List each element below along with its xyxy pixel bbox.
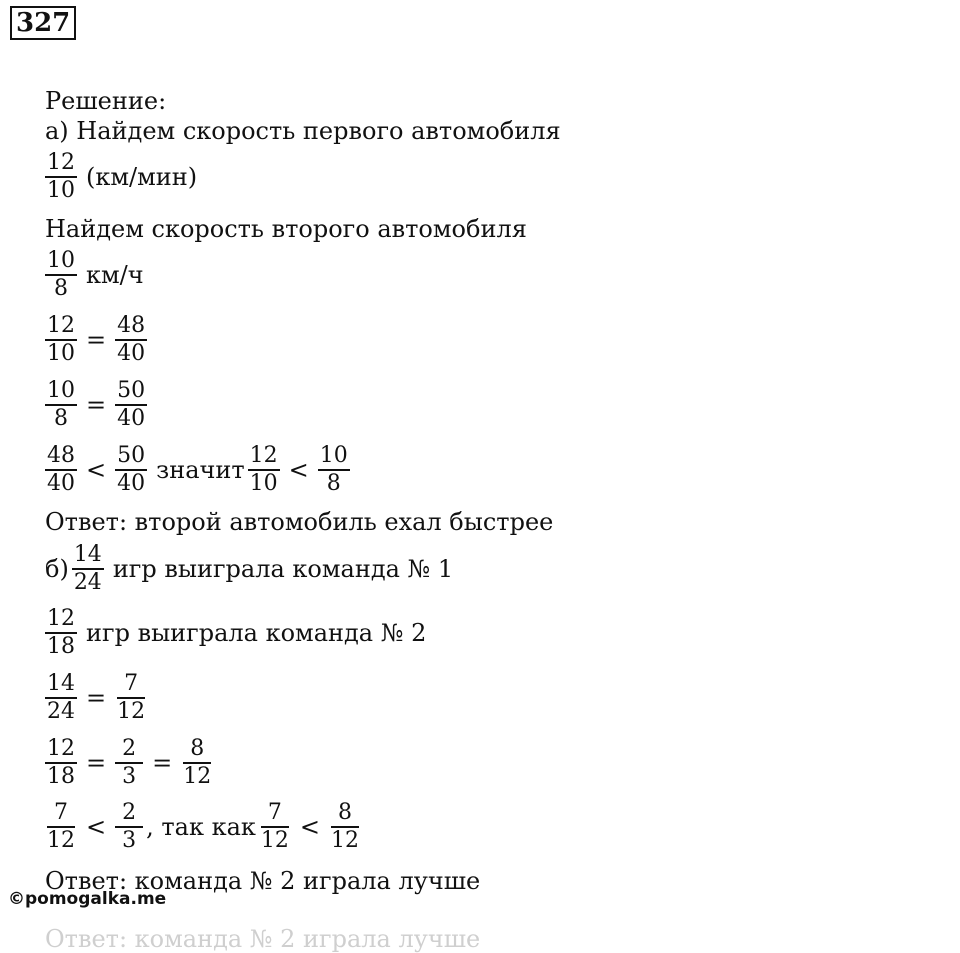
fraction-numerator: 10 xyxy=(45,378,77,406)
fraction-numerator: 2 xyxy=(115,800,143,828)
watermark: ©pomogalka.me xyxy=(8,889,167,909)
fraction-numerator: 12 xyxy=(45,313,77,341)
therefore-word: значит xyxy=(156,456,245,484)
fraction-denominator: 12 xyxy=(117,699,146,724)
fraction-denominator: 18 xyxy=(47,634,75,659)
fraction xyxy=(45,378,77,432)
part-b-prefix: б) xyxy=(45,555,69,583)
fraction xyxy=(248,443,280,497)
fraction-numerator: 12 xyxy=(45,606,77,634)
fraction xyxy=(115,378,147,432)
fraction-denominator: 3 xyxy=(122,828,137,853)
fraction-numerator: 14 xyxy=(72,542,104,570)
speed2-fraction xyxy=(45,248,77,302)
speed1-unit: (км/мин) xyxy=(86,163,198,191)
part-a-answer: Ответ: второй автомобиль ехал быстрее xyxy=(45,508,554,536)
fraction xyxy=(115,671,147,725)
fraction-numerator: 12 xyxy=(248,443,280,471)
fraction-numerator: 10 xyxy=(318,443,350,471)
fraction-numerator: 12 xyxy=(45,150,77,178)
equals-sign: = xyxy=(86,326,107,354)
fraction xyxy=(45,736,77,790)
fraction-numerator: 12 xyxy=(45,736,77,764)
team2-line xyxy=(45,606,426,660)
team1-line xyxy=(45,542,453,596)
fraction-numerator: 10 xyxy=(45,248,77,276)
part-b-answer: Ответ: команда № 2 играла лучше xyxy=(45,867,481,895)
equals-sign: = xyxy=(86,391,107,419)
fraction-denominator: 8 xyxy=(54,276,68,301)
fraction xyxy=(318,443,350,497)
fraction-numerator: 7 xyxy=(261,800,289,828)
b-equation-1 xyxy=(45,671,150,725)
b-equation-2 xyxy=(45,736,216,790)
faded-duplicate-answer: Ответ: команда № 2 играла лучше xyxy=(45,925,481,953)
part-a-line2: Найдем скорость второго автомобиля xyxy=(45,215,527,243)
because-word: , так как xyxy=(146,813,256,841)
fraction xyxy=(259,800,291,854)
fraction-denominator: 12 xyxy=(183,764,212,789)
fraction xyxy=(45,671,77,725)
fraction-denominator: 40 xyxy=(117,341,146,366)
fraction-denominator: 12 xyxy=(260,828,289,853)
less-than-sign: < xyxy=(86,813,107,841)
fraction-numerator: 50 xyxy=(115,378,147,406)
fraction-numerator: 14 xyxy=(45,671,77,699)
a-comparison xyxy=(45,443,353,497)
fraction-numerator: 7 xyxy=(117,671,145,699)
task-number: 327 xyxy=(10,6,76,40)
fraction xyxy=(115,800,143,854)
fraction-denominator: 24 xyxy=(47,699,75,724)
fraction-numerator: 7 xyxy=(47,800,75,828)
fraction-denominator: 10 xyxy=(47,178,75,203)
team1-fraction xyxy=(72,542,104,596)
less-than-sign: < xyxy=(86,456,107,484)
a-equation-1 xyxy=(45,313,150,367)
fraction-numerator: 48 xyxy=(115,313,147,341)
part-a-line1: а) Найдем скорость первого автомобиля xyxy=(45,117,561,145)
a-equation-2 xyxy=(45,378,150,432)
fraction-denominator: 10 xyxy=(249,471,278,496)
speed1-line xyxy=(45,150,197,204)
fraction xyxy=(45,313,77,367)
fraction-denominator: 24 xyxy=(73,570,102,595)
fraction-numerator: 8 xyxy=(331,800,359,828)
fraction-numerator: 2 xyxy=(115,736,143,764)
fraction-numerator: 48 xyxy=(45,443,77,471)
less-than-sign: < xyxy=(288,456,309,484)
team1-text: игр выиграла команда № 1 xyxy=(112,555,454,583)
equals-sign: = xyxy=(86,749,107,777)
fraction-denominator: 3 xyxy=(122,764,137,789)
fraction-denominator: 40 xyxy=(117,471,146,496)
speed1-fraction xyxy=(45,150,77,204)
equals-sign: = xyxy=(86,684,107,712)
team2-fraction xyxy=(45,606,77,660)
fraction-denominator: 40 xyxy=(117,406,146,431)
less-than-sign: < xyxy=(299,813,320,841)
fraction-denominator: 8 xyxy=(54,406,68,431)
fraction xyxy=(45,800,77,854)
fraction-numerator: 8 xyxy=(183,736,211,764)
fraction xyxy=(45,443,77,497)
fraction-denominator: 10 xyxy=(47,341,75,366)
equals-sign: = xyxy=(152,749,173,777)
team2-text: игр выиграла команда № 2 xyxy=(86,619,427,647)
fraction-numerator: 50 xyxy=(115,443,147,471)
fraction xyxy=(181,736,213,790)
b-comparison xyxy=(45,800,364,854)
fraction-denominator: 18 xyxy=(47,764,75,789)
fraction xyxy=(329,800,361,854)
fraction xyxy=(115,736,143,790)
speed2-unit: км/ч xyxy=(86,261,144,289)
fraction xyxy=(115,313,147,367)
solution-heading: Решение: xyxy=(45,87,167,115)
fraction-denominator: 40 xyxy=(47,471,75,496)
speed2-line xyxy=(45,248,144,302)
fraction-denominator: 8 xyxy=(326,471,341,496)
fraction-denominator: 12 xyxy=(331,828,359,853)
fraction-denominator: 12 xyxy=(47,828,75,853)
fraction xyxy=(115,443,147,497)
